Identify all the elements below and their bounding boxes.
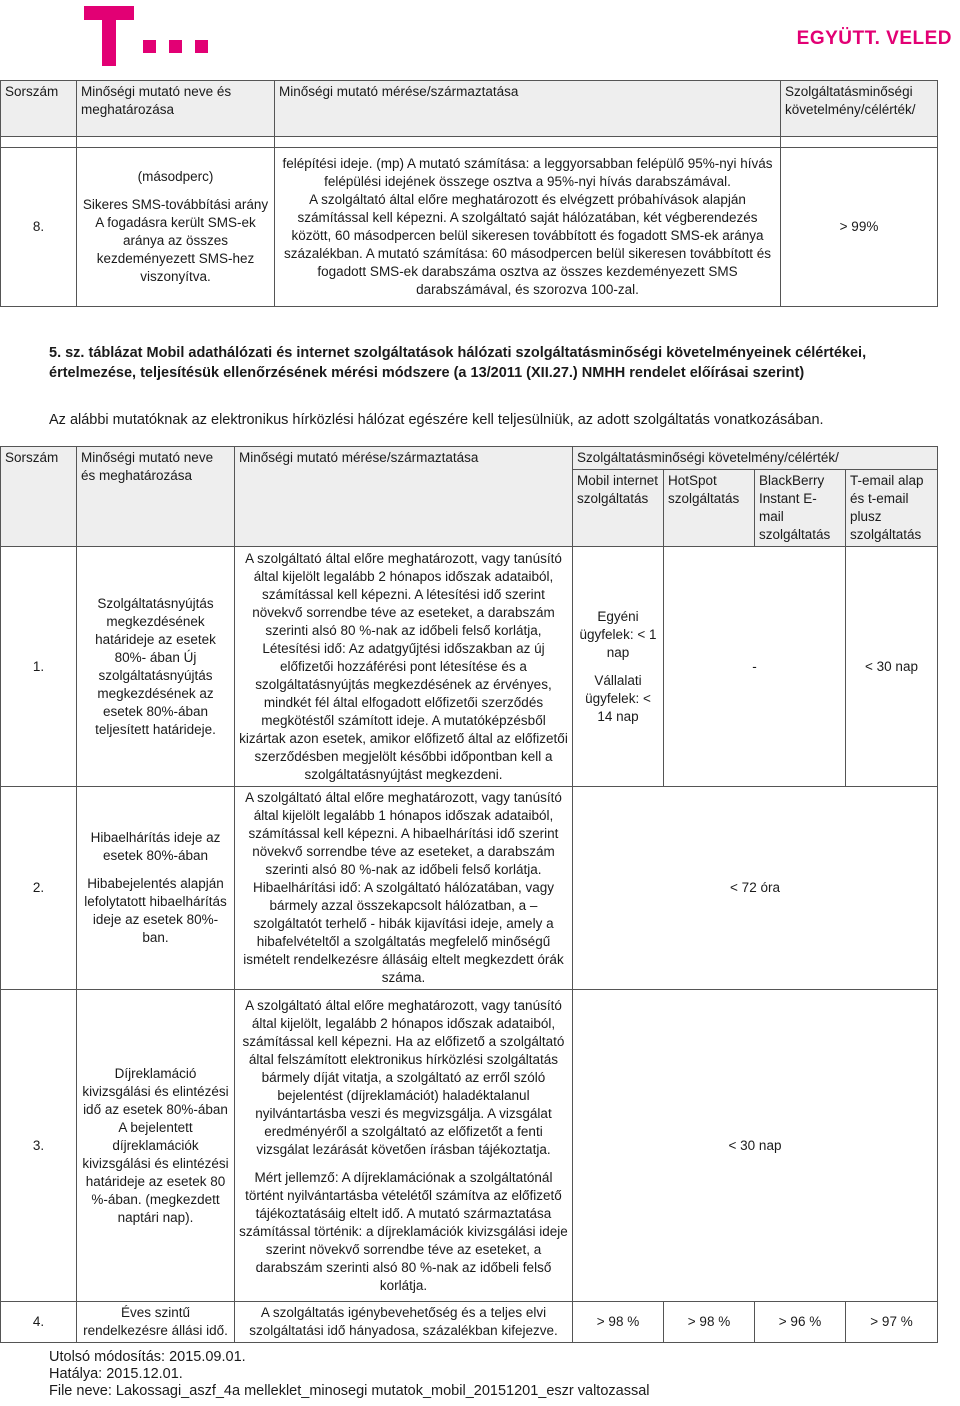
page-footer	[49, 1349, 649, 1400]
metric-measured: Mért jellemző: A díjreklamációnak a szolgáltatónál történt nyilvántartásba vételétől számítva az előfizető tájékoztatásáig eltelt idő. A mutató származtatása számítással történik: a díjreklamációk kivizsgálási ideje szerint növekvő sorrendbe téve az eseteket, a darabszám szerinti alsó 80 %-nak az időbeli felső korlátja.	[239, 1169, 568, 1293]
table-row	[1, 148, 938, 307]
header-hotspot: HotSpot szolgáltatás	[664, 470, 755, 547]
header-mobil-internet: Mobil internet szolgáltatás	[573, 470, 664, 547]
metric-name-cell	[77, 148, 275, 307]
metric-method: A szolgáltató által előre meghatározott, vagy tanúsító által kijelölt legalább 2 hónapos időszak adataiból, számítással kell képezni. A létesítési idő szerint növekvő sorrendbe téve az eseteket, a darabszám szerinti alsó 80 %-nak az időbeli felső korlátja, Létesítési idő: Az adatgyűjtési időszakban az új előfizetői hozzáférési pont létesítése és a szolgáltatásnyújtás megkezdésének az érvényes, mindkét fél által elfogadott előfizetői szerződés megkötéstől számított ideje. A mutatóképzésből kizártak azon esetek, amikor előfizető által az előfizetői szerződésben megjelölt későbbi időpontban kell a szolgáltatásnyújtást megkezdeni.	[235, 547, 573, 787]
row-number: 1.	[1, 547, 77, 787]
metric-target: < 72 óra	[573, 787, 938, 990]
metric-method: A szolgáltató által előre meghatározott és elvégzett próbahívások alapján számítással kell képezni. A szolgáltató saját hálózatában, két végberendezés között, 60 másodpercen belül sikeresen továbbított és fogadott SMS-ek aránya százalékban. A mutató számítása: 60 másodpercen belül sikeresen továbbított és fogadott SMS-ek darabszáma osztva az összes kezdeményezett SMS darabszámával, és szorozva 100-zal.	[283, 192, 772, 297]
target-business: Vállalati ügyfelek: < 14 nap	[585, 672, 651, 724]
metric-definition: Hibabejelentés alapján lefolytatott hibaelhárítás ideje az esetek 80%-ban.	[84, 876, 227, 945]
carry-over-text: (másodperc)	[137, 169, 214, 184]
table-header-row	[1, 81, 938, 137]
table-spacer-row	[1, 137, 938, 148]
row-number: 3.	[1, 990, 77, 1302]
metric-method: A szolgáltatás igénybevehetőség és a teljes elvi szolgáltatási idő hányadosa, százalékban kifejezve.	[235, 1302, 573, 1343]
target-temail: < 30 nap	[846, 547, 938, 787]
target-temail: > 97 %	[846, 1302, 938, 1343]
metric-name: Hibaelhárítás ideje az esetek 80%-ában	[90, 830, 221, 863]
metric-method: A szolgáltató által előre meghatározott, vagy tanúsító által kijelölt, legalább 2 hónapos időszak adataiból, számítással kell képezni. Ha az előfizető a szolgáltató által felszámított elektronikus hírközlési szolgáltatás bármely díját vitatja, a szolgáltató az erről szóló bejelentést (díjreklamációt) haladéktalanul nyilvántartásba veszi és megvizsgálja. A vizsgálat eredményéről a szolgáltató az előfizetőt a fenti vizsgálat lezárását követően írásban tájékoztatja.	[242, 997, 565, 1157]
metric-name: Szolgáltatásnyújtás megkezdésének határideje az esetek 80%- ában Új szolgáltatásnyújtás megkezdésének az esetek 80%-ában teljesített határideje.	[77, 547, 235, 787]
metric-method-cell	[235, 990, 573, 1302]
target-blackberry: > 96 %	[755, 1302, 846, 1343]
table-header-row	[1, 447, 938, 470]
logo-dot	[143, 40, 156, 53]
file-name: File neve: Lakossagi_aszf_4a melleklet_minosegi mutatok_mobil_20151201_eszr valtozassal	[49, 1383, 650, 1399]
table-sms-quality	[0, 80, 938, 307]
header-sorszam: Sorszám	[1, 447, 77, 547]
brand-slogan: EGYÜTT. VELED	[796, 28, 952, 49]
table-row	[1, 1302, 938, 1343]
metric-name: Sikeres SMS-továbbítási arány A fogadásra került SMS-ek aránya az összes kezdeményezett SMS-hez viszonyítva.	[82, 197, 269, 284]
target-private: Egyéni ügyfelek: < 1 nap	[579, 608, 657, 660]
metric-target: > 99%	[781, 148, 938, 307]
section-heading: 5. sz. táblázat Mobil adathálózati és internet szolgáltatások hálózati szolgáltatásminőségi követelményeinek célértékei, értelmezése, teljesítésük ellenőrzésének mérési módszere (a 13/2011 (XII.27.) NMHH rendelet előírásai szerint)	[49, 345, 867, 381]
metric-name: Díjreklamáció kivizsgálási és elintézési idő az esetek 80%-ában A bejelentett díjreklamációk kivizsgálási és elintézési határideje az esetek 80 %-ában. (megkezdett naptári nap).	[77, 990, 235, 1302]
carry-over-text: felépítési ideje. (mp) A mutató számítása: a leggyorsabban felépülő 95%-nyi hívás felépülési idejének összege osztva a 95%-nyi hívás darabszámával.	[282, 156, 773, 189]
header-metric-method: Minőségi mutató mérése/származtatása	[275, 81, 781, 137]
metric-name: Éves szintű rendelkezésre állási idő.	[77, 1302, 235, 1343]
header-requirement: Szolgáltatásminőségi követelmény/célérték/	[781, 81, 938, 137]
row-number: 2.	[1, 787, 77, 990]
table-data-quality	[0, 446, 938, 1343]
header-requirement: Szolgáltatásminőségi követelmény/célérték/	[573, 447, 938, 470]
last-modified: Utolsó módosítás: 2015.09.01.	[49, 1349, 246, 1365]
row-number: 4.	[1, 1302, 77, 1343]
target-hotspot-blackberry: -	[664, 547, 846, 787]
logo-t-stem	[102, 6, 116, 66]
metric-name-cell	[77, 787, 235, 990]
header-metric-name: Minőségi mutató neve és meghatározása	[77, 81, 275, 137]
metric-method-cell	[275, 148, 781, 307]
row-number: 8.	[1, 148, 77, 307]
logo-dot	[169, 40, 182, 53]
table-row	[1, 990, 938, 1302]
section-intro: Az alábbi mutatóknak az elektronikus hírközlési hálózat egészére kell teljesülniük, az adott szolgáltatás vonatkozásában.	[49, 412, 824, 428]
target-hotspot: > 98 %	[664, 1302, 755, 1343]
table-row	[1, 547, 938, 787]
header-sorszam: Sorszám	[1, 81, 77, 137]
metric-target: < 30 nap	[573, 990, 938, 1302]
effective-date: Hatálya: 2015.12.01.	[49, 1366, 183, 1382]
logo-dot	[195, 40, 208, 53]
header-blackberry: BlackBerry Instant E-mail szolgáltatás	[755, 470, 846, 547]
header-metric-method: Minőségi mutató mérése/származtatása	[235, 447, 573, 547]
target-mobil-internet: > 98 %	[573, 1302, 664, 1343]
metric-method: A szolgáltató által előre meghatározott, vagy tanúsító által kijelölt legalább 1 hónapos időszak adataiból, számítással kell képezni. A hibaelhárítási idő szerint növekvő sorrendbe téve az eseteket, a darabszám szerinti alsó 80 %-nak az időbeli felső korlátja. Hibaelhárítási idő: A szolgáltató hálózatában, vagy bármely azzal összekapcsolt hálózatban, a – szolgáltatót terhelő - hibák kijavítási ideje, amely a hibafelvételtől a szolgáltatás megfelelő minőségű ismételt rendelkezésre állásáig eltelt megkezdett órák száma.	[235, 787, 573, 990]
table-row	[1, 787, 938, 990]
target-mobil-internet	[573, 547, 664, 787]
header-metric-name: Minőségi mutató neve és meghatározása	[77, 447, 235, 547]
header-temail: T-email alap és t-email plusz szolgáltatás	[846, 470, 938, 547]
